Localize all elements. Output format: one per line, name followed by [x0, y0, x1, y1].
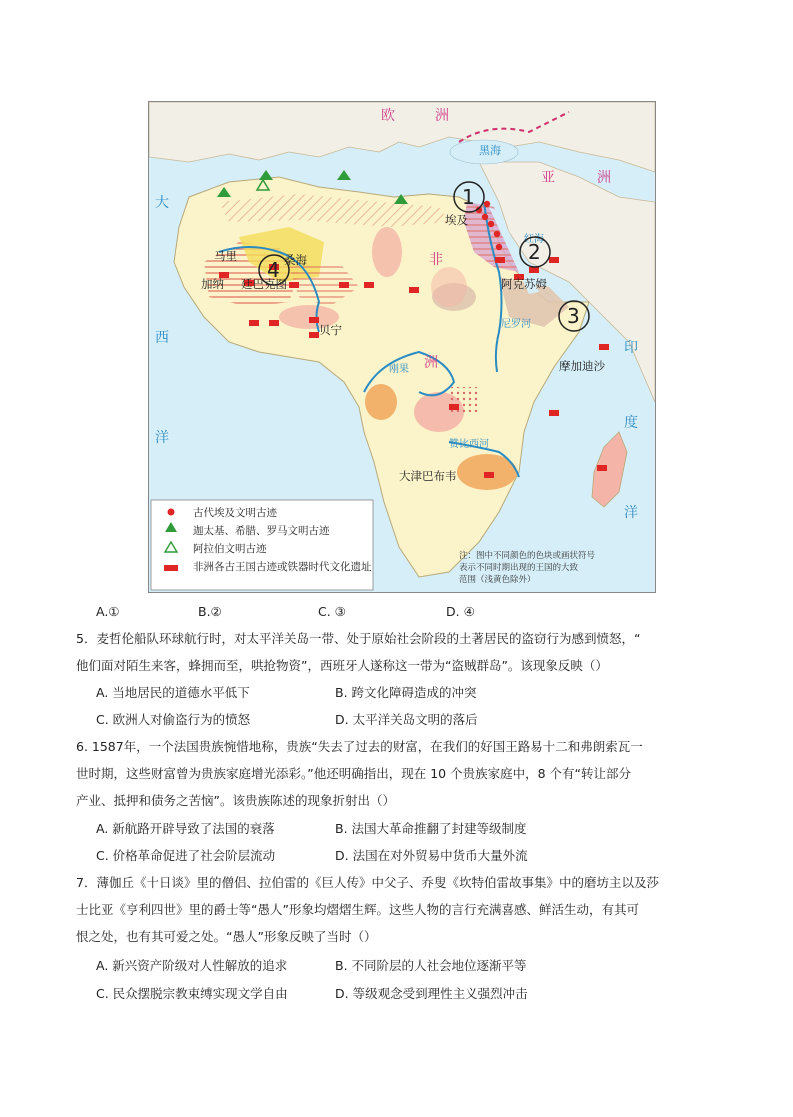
marker-3-text: 3: [567, 304, 580, 328]
label-indian-2: 度: [624, 415, 638, 431]
marker-4-text: 4: [267, 258, 280, 282]
label-zimbabwe: 大津巴布韦: [399, 469, 457, 483]
q6-stem-line-1: 6. 1587年，一个法国贵族惋惜地称，贵族“失去了过去的财富，在我们的好国王路易十二和弗朗索瓦一: [76, 739, 643, 754]
label-congo: 刚果: [389, 364, 409, 375]
label-atlantic-1: 大: [155, 195, 169, 211]
label-ghana: 加纳: [201, 277, 224, 291]
svg-text:表示不同时期出现的王国的大致: 表示不同时期出现的王国的大致: [459, 563, 579, 573]
q4-option-a[interactable]: A.①: [96, 604, 120, 619]
q7-option-b[interactable]: B. 不同阶层的人社会地位逐渐平等: [335, 958, 527, 973]
label-zambezi: 赞比西河: [449, 439, 489, 450]
q6-option-b[interactable]: B. 法国大革命推翻了封建等级制度: [335, 821, 527, 836]
q6-stem-line-3: 产业、抵押和债务之苦恼”。该贵族陈述的现象折射出（）: [76, 793, 395, 808]
label-africa-2: 洲: [424, 355, 438, 371]
q6-option-a[interactable]: A. 新航路开辟导致了法国的衰落: [96, 821, 275, 836]
svg-text:范围（浅黄色除外）: 范围（浅黄色除外）: [459, 575, 536, 585]
legend-item-1: 古代埃及文明古迹: [193, 507, 277, 519]
label-indian-3: 洋: [624, 505, 638, 521]
label-atlantic-2: 西: [155, 330, 169, 346]
label-red-sea: 红海: [524, 234, 544, 245]
europe-landmass: [149, 102, 655, 172]
q4-option-c[interactable]: C. ③: [318, 604, 346, 619]
q4-option-b[interactable]: B.②: [198, 604, 222, 619]
africa-map: [148, 101, 656, 593]
q5-stem-line-2: 他们面对陌生来客，蜂拥而至，哄抢物资”，西班牙人遂称这一带为“盗贼群岛”。该现象反映（）: [76, 658, 608, 673]
q7-option-d[interactable]: D. 等级观念受到理性主义强烈冲击: [335, 986, 528, 1001]
central-south-blob: [431, 267, 467, 307]
congo-blob: [365, 384, 397, 420]
q5-option-d[interactable]: D. 太平洋关岛文明的落后: [335, 712, 478, 727]
legend-red-rect-icon: [164, 565, 178, 571]
map-legend: [151, 500, 373, 590]
q7-option-a[interactable]: A. 新兴资产阶级对人性解放的追求: [96, 958, 288, 973]
svg-text:注：图中不同颜色的色块或画状符号: 注：图中不同颜色的色块或画状符号: [459, 551, 596, 561]
marker-2-text: 2: [528, 240, 541, 264]
legend-item-4: 非洲各古王国古迹或铁器时代文化遗址: [193, 561, 372, 573]
q7-stem-line-3: 恨之处，也有其可爱之处。“愚人”形象反映了当时（）: [76, 929, 377, 944]
legend-item-2: 迦太基、希腊、罗马文明古迹: [193, 525, 330, 537]
label-kanem: 廷巴克图: [241, 277, 287, 291]
label-indian-1: 印: [624, 340, 638, 356]
label-mali: 马里: [214, 249, 237, 263]
q5-option-a[interactable]: A. 当地居民的道德水平低下: [96, 685, 250, 700]
marker-1-text: 1: [462, 185, 475, 209]
q6-option-d[interactable]: D. 法国在对外贸易中货币大量外流: [335, 848, 528, 863]
q5-stem-line-1: 5．麦哲伦船队环球航行时，对太平洋关岛一带、处于原始社会阶段的土著居民的盗窃行为感到愤怒，“: [76, 631, 641, 646]
legend-item-3: 阿拉伯文明古迹: [193, 543, 267, 555]
label-europe-1: 欧: [381, 108, 395, 124]
q5-option-b[interactable]: B. 跨文化障碍造成的冲突: [335, 685, 477, 700]
label-aksum: 阿克苏姆: [501, 277, 547, 291]
label-black-sea: 黑海: [479, 144, 501, 157]
label-egypt: 埃及: [445, 213, 468, 227]
label-nile: 尼罗河: [501, 319, 531, 330]
q6-stem-line-2: 世时期，这些财富曾为贵族家庭增光添彩。”他还明确指出，现在 10 个贵族家庭中，8 个有“转让部分: [76, 766, 631, 781]
q6-option-c[interactable]: C. 价格革命促进了社会阶层流动: [96, 848, 276, 863]
q7-stem-line-2: 士比亚《亨利四世》里的爵士等“愚人”形象均熠熠生辉。这些人物的言行充满喜感、鲜活生动，有其可: [76, 902, 639, 917]
label-songhai: 桑海: [284, 253, 307, 267]
label-asia-1: 亚: [541, 170, 555, 186]
q7-option-c[interactable]: C. 民众摆脱宗教束缚实现文学自由: [96, 986, 288, 1001]
central-blob: [372, 227, 402, 277]
q4-option-d[interactable]: D. ④: [446, 604, 475, 619]
q5-option-c[interactable]: C. 欧洲人对偷盗行为的愤怒: [96, 712, 251, 727]
q7-stem-line-1: 7．薄伽丘《十日谈》里的僧侣、拉伯雷的《巨人传》中父子、乔叟《坎特伯雷故事集》中的磨坊主以及莎: [76, 875, 659, 890]
label-europe-2: 洲: [435, 108, 449, 124]
label-asia-2: 洲: [597, 170, 611, 186]
map-note: [459, 550, 596, 585]
label-atlantic-3: 洋: [155, 430, 169, 446]
label-africa-1: 非: [429, 252, 443, 268]
label-mogadishu: 摩加迪沙: [559, 359, 605, 373]
legend-red-dot-icon: [168, 509, 175, 516]
label-benin: 贝宁: [319, 323, 342, 337]
